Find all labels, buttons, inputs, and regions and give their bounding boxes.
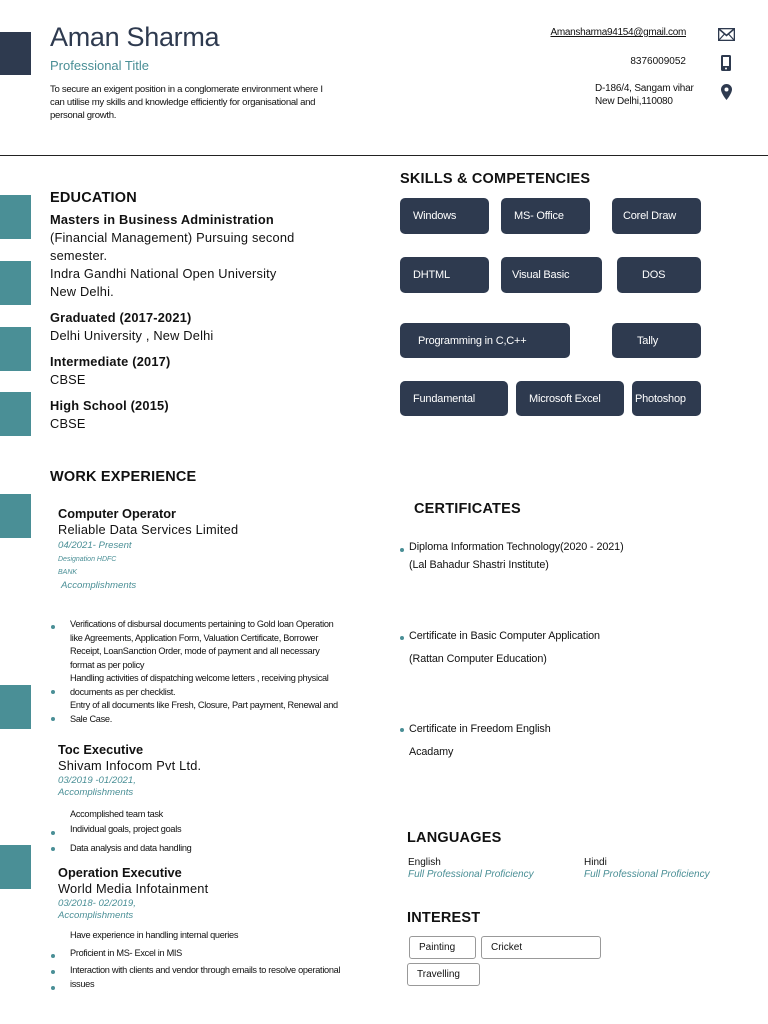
work-marker [0,845,31,889]
skill-chip: Programming in C,C++ [400,323,570,358]
job-bullet: Handling activities of dispatching welcome letters , receiving physical documents as per checklist. [70,673,329,697]
skill-chip: DOS [617,257,701,293]
certificate-item [409,538,624,574]
job-title: Toc Executive [58,742,144,757]
skill-chip: Microsoft Excel [516,381,624,416]
job-bullet: Have experience in handling internal queries [70,930,239,940]
section-heading: EDUCATION [50,190,137,206]
education-marker [0,327,31,371]
address-line: D-186/4, Sangam vihar [595,83,694,94]
language-level: Full Professional Proficiency [584,869,710,880]
bullet-dot [51,831,55,835]
degree-title: Graduated (2017-2021) [50,310,192,325]
section-heading: CERTIFICATES [414,501,521,517]
section-heading: WORK EXPERIENCE [50,469,197,485]
degree-title: High School (2015) [50,398,169,413]
objective-text: To secure an exigent position in a conglomerate environment where I can utilise my skills and knowledge efficiently for organisational and personal growth. [50,84,323,122]
bullet-dot [51,986,55,990]
job-period: 03/2019 -01/2021, [58,775,136,786]
accomplishments-label: Accomplishments [61,580,137,591]
language-level: Full Professional Proficiency [408,869,534,880]
institute-name: Indra Gandhi National Open University [50,266,277,281]
job-designation: Designation HDFC [58,556,117,563]
phone-number: 8376009052 [630,56,686,67]
certificate-name: Certificate in Basic Computer Application [409,630,600,642]
skill-chip: Fundamental [400,381,508,416]
certificate-item [409,718,551,764]
bullet-dot [400,548,404,552]
company-name: Reliable Data Services Limited [58,522,239,537]
bullet-dot [51,847,55,851]
skill-chip: Visual Basic [501,257,602,293]
board-name: CBSE [50,416,86,431]
board-name: CBSE [50,372,86,387]
language-item [584,857,710,880]
certificate-issuer: Acadamy [409,746,454,758]
education-marker [0,195,31,239]
job-unit: BANK [58,569,78,576]
bullet-dot [51,954,55,958]
bullet-dot [51,717,55,721]
phone-icon [721,55,731,71]
accomplishments-label: Accomplishments [58,910,134,921]
interest-tag: Cricket [481,936,601,959]
certificate-issuer: (Rattan Computer Education) [409,653,547,665]
skill-chip: Windows [400,198,489,234]
skill-chip: Corel Draw [612,198,701,234]
candidate-name: Aman Sharma [50,22,220,52]
language-name: English [408,857,441,868]
job-bullet: Entry of all documents like Fresh, Closure, Part payment, Renewal and Sale Case. [70,700,338,724]
address [595,82,694,108]
language-name: Hindi [584,857,607,868]
bullet-dot [400,636,404,640]
education-marker [0,261,31,305]
job-period: 04/2021- Present [58,540,132,551]
address-line: New Delhi,110080 [595,96,673,107]
degree-detail: (Financial Management) Pursuing second [50,230,295,245]
institute-name: Delhi University , New Delhi [50,328,214,343]
location-pin-icon [721,84,732,100]
skill-chip: Tally [612,323,701,358]
section-heading: LANGUAGES [407,830,502,846]
job-entry [58,742,358,798]
degree-detail: semester. [50,248,108,263]
job-entry [58,506,358,591]
degree-title: Intermediate (2017) [50,354,171,369]
email-link[interactable]: Amansharma94154@gmail.com [550,27,686,38]
certificate-issuer: (Lal Bahadur Shastri Institute) [409,559,549,571]
section-heading: INTEREST [407,910,481,926]
degree-title: Masters in Business Administration [50,212,274,227]
job-bullet: Data analysis and data handling [70,843,192,853]
certificate-item [409,625,600,671]
bullet-dot [51,690,55,694]
job-bullet: Proficient in MS- Excel in MIS [70,948,183,958]
job-title: Operation Executive [58,865,182,880]
header-divider [0,155,768,156]
skill-chip: DHTML [400,257,489,293]
bullet-dot [51,625,55,629]
bullet-dot [51,970,55,974]
job-period: 03/2018- 02/2019, [58,898,136,909]
interest-tag: Travelling [407,963,480,986]
company-name: World Media Infotainment [58,881,209,896]
institute-city: New Delhi. [50,284,114,299]
accomplishments-label: Accomplishments [58,787,134,798]
section-heading: SKILLS & COMPETENCIES [400,171,591,187]
envelope-icon [718,28,735,41]
work-marker [0,685,31,729]
job-entry [58,865,358,921]
education-marker [0,392,31,436]
job-title: Computer Operator [58,506,177,521]
interest-tag: Painting [409,936,476,959]
job-bullet: Accomplished team task [70,809,163,819]
certificate-name: Certificate in Freedom English [409,723,551,735]
certificate-name: Diploma Information Technology(2020 - 2021) [409,541,624,553]
job-bullet: Verifications of disbursal documents pertaining to Gold loan Operation like Agreements, Application Form, Valuation Certificate, Borrower Receipt, LoanSanction Order, mode of payment and all necessary format as per policy [70,619,334,670]
company-name: Shivam Infocom Pvt Ltd. [58,758,202,773]
skill-chip: MS- Office [501,198,590,234]
education-section [50,190,340,433]
language-item [408,857,534,880]
bullet-dot [400,728,404,732]
header-accent-bar [0,32,31,75]
job-bullet: Individual goals, project goals [70,824,182,834]
skill-chip: Photoshop [632,381,701,416]
professional-title: Professional Title [50,58,149,73]
work-marker [0,494,31,538]
job-bullet: Interaction with clients and vendor through emails to resolve operational issues [70,965,341,989]
